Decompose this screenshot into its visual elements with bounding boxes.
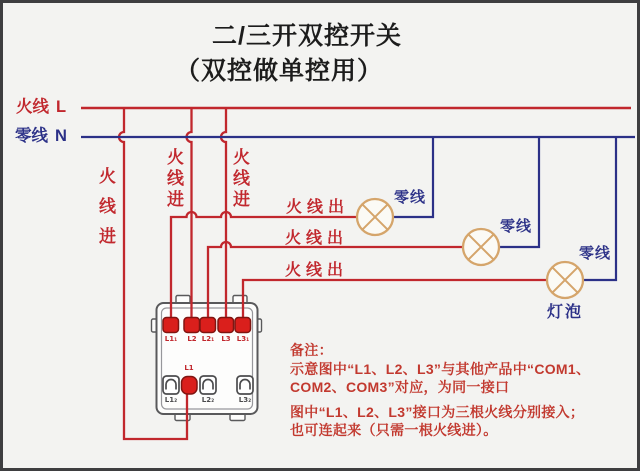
notes-heading: 备注： — [290, 342, 333, 358]
neutral-label-3: 零线 — [579, 245, 612, 262]
live-in-label-1: 火线进 — [96, 167, 115, 257]
lamp-1-icon — [357, 199, 393, 235]
page-title-line1: 二/三开双控开关 — [212, 22, 402, 50]
terminal-label-l3-1: L3₁ — [236, 335, 250, 343]
neutral-bus-label: 零线 N — [15, 127, 67, 145]
live-out-label-1: 火线出 — [286, 199, 350, 216]
notes-line-4: 也可连起来（只需一根火线进）。 — [290, 422, 498, 438]
terminal-label-l2-1: L2₁ — [201, 335, 215, 343]
live-in-label-2: 火线进 — [164, 148, 183, 211]
terminal-l2-1 — [200, 318, 216, 333]
notes-line-3: 图中“L1、L2、L3”接口为三根火线分别接入； — [290, 404, 585, 420]
terminal-l2 — [184, 318, 200, 333]
terminal-l3-1 — [235, 318, 251, 333]
terminal-label-l3-2: L3₂ — [238, 396, 252, 404]
neutral-label-1: 零线 — [394, 189, 427, 206]
terminal-l1-com — [182, 377, 198, 395]
lamp-3-icon — [547, 262, 583, 298]
neutral-label-2: 零线 — [500, 218, 533, 235]
terminal-label-l1-2: L1₂ — [164, 396, 178, 404]
terminal-label-l2-2: L2₂ — [201, 396, 215, 404]
live-in-label-3: 火线进 — [230, 148, 249, 211]
bulb-label: 灯泡 — [547, 304, 584, 321]
terminal-label-l3: L3 — [221, 335, 231, 343]
terminal-l1-1 — [163, 318, 179, 333]
page-title-line2: （双控做单控用） — [174, 57, 383, 85]
lamp-2-icon — [463, 229, 499, 265]
terminal-label-l1-com: L1 — [184, 364, 194, 372]
live-out-wire-3 — [243, 280, 547, 318]
live-out-label-3: 火线出 — [285, 262, 349, 279]
notes-line-1: 示意图中“L1、L2、L3”与其他产品中“COM1、 — [290, 361, 591, 377]
terminal-label-l1-1: L1₁ — [164, 335, 178, 343]
live-out-label-2: 火线出 — [285, 230, 349, 247]
live-bus-label: 火线 L — [16, 98, 67, 116]
terminal-l3 — [218, 318, 234, 333]
notes-line-2: COM2、COM3”对应，为同一接口 — [290, 379, 510, 395]
terminal-label-l2: L2 — [187, 335, 197, 343]
